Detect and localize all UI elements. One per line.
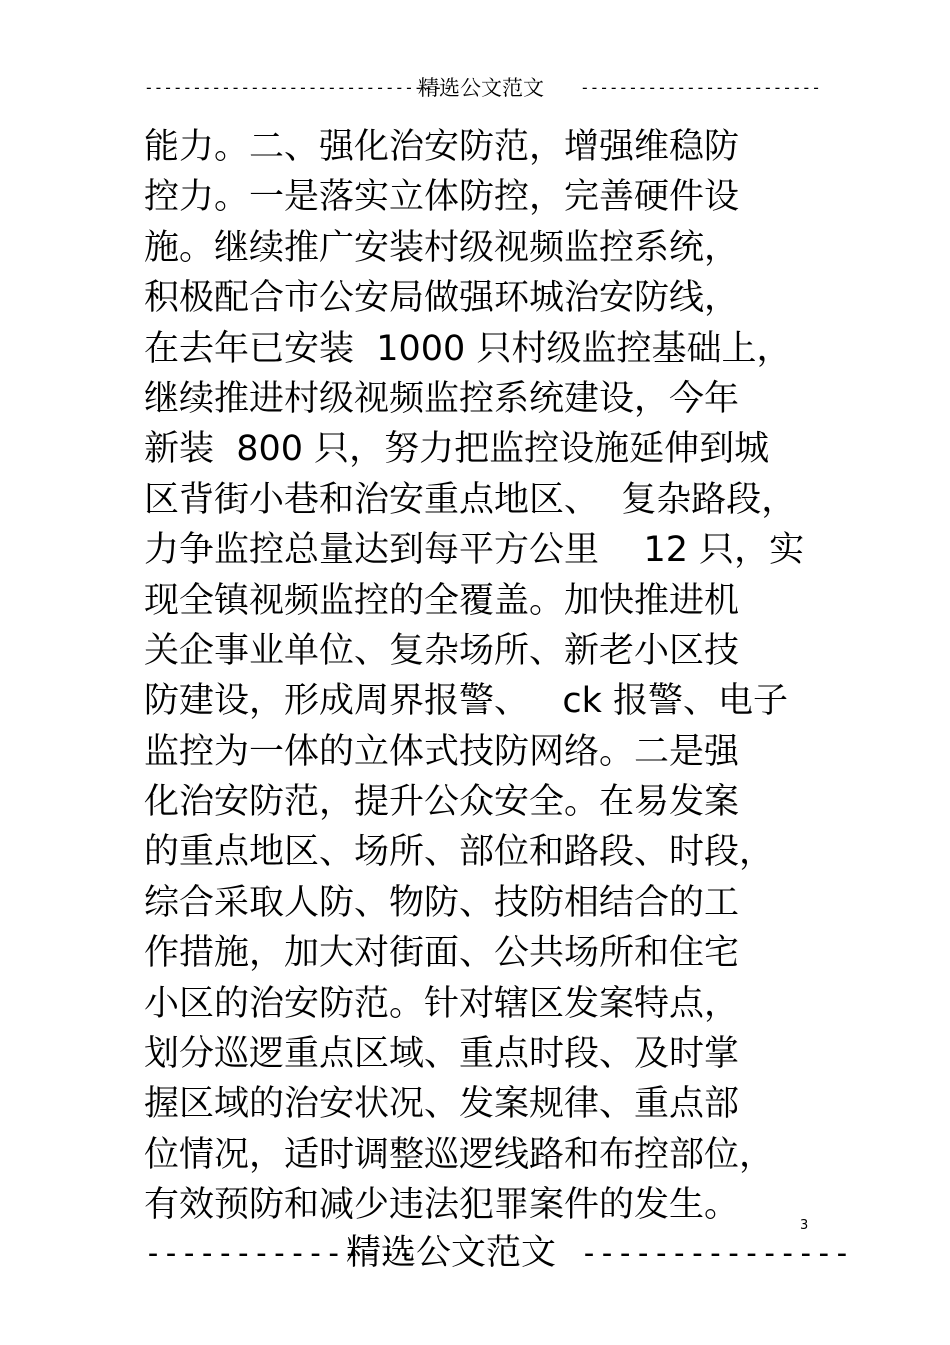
body-line: 力争监控总量达到每平方公里 12 只，实 bbox=[144, 530, 805, 571]
body-line: 的重点地区、场所、部位和路段、时段， bbox=[144, 832, 775, 873]
footer-dash-left: --------------- bbox=[144, 1236, 415, 1271]
header-dash-right: ------------------------- bbox=[580, 78, 821, 97]
document-body bbox=[144, 122, 844, 1231]
page-header bbox=[0, 74, 950, 104]
body-line: 积极配合市公安局做强环城治安防线， bbox=[144, 278, 740, 319]
body-line: 划分巡逻重点区域、重点时段、及时掌 bbox=[144, 1034, 740, 1075]
footer-title: 精选公文范文 bbox=[346, 1233, 557, 1273]
body-line: 综合采取人防、物防、技防相结合的工 bbox=[144, 882, 740, 923]
body-line: 防建设，形成周界报警、 ck 报警、电子 bbox=[144, 681, 789, 722]
body-line: 小区的治安防范。针对辖区发案特点， bbox=[144, 983, 740, 1024]
body-line: 化治安防范，提升公众安全。在易发案 bbox=[144, 782, 740, 823]
header-dash-left: -------------------------------- bbox=[144, 78, 453, 97]
body-line: 继续推进村级视频监控系统建设，今年 bbox=[144, 378, 740, 419]
body-line: 控力。一是落实立体防控，完善硬件设 bbox=[144, 177, 740, 218]
footer-dash-right: --------------- bbox=[580, 1236, 851, 1271]
body-line: 新装 800 只，努力把监控设施延伸到城 bbox=[144, 429, 770, 470]
body-line: 位情况，适时调整巡逻线路和布控部位， bbox=[144, 1134, 775, 1175]
body-line: 握区域的治安状况、发案规律、重点部 bbox=[144, 1084, 740, 1125]
body-line: 能力。二、强化治安防范，增强维稳防 bbox=[144, 127, 740, 167]
body-line: 区背街小巷和治安重点地区、 复杂路段， bbox=[144, 479, 797, 520]
body-line: 监控为一体的立体式技防网络。二是强 bbox=[144, 731, 740, 772]
body-line: 有效预防和减少违法犯罪案件的发生。 bbox=[144, 1185, 740, 1226]
body-line: 现全镇视频监控的全覆盖。加快推进机 bbox=[144, 580, 740, 621]
page-footer bbox=[0, 1228, 950, 1278]
page-number: 3 bbox=[800, 1218, 809, 1233]
body-line: 在去年已安装 1000 只村级监控基础上， bbox=[144, 328, 792, 369]
body-line: 关企事业单位、复杂场所、新老小区技 bbox=[144, 630, 740, 671]
header-title: 精选公文范文 bbox=[418, 76, 544, 100]
body-line: 施。继续推广安装村级视频监控系统， bbox=[144, 227, 740, 268]
body-line: 作措施，加大对街面、公共场所和住宅 bbox=[144, 933, 740, 974]
